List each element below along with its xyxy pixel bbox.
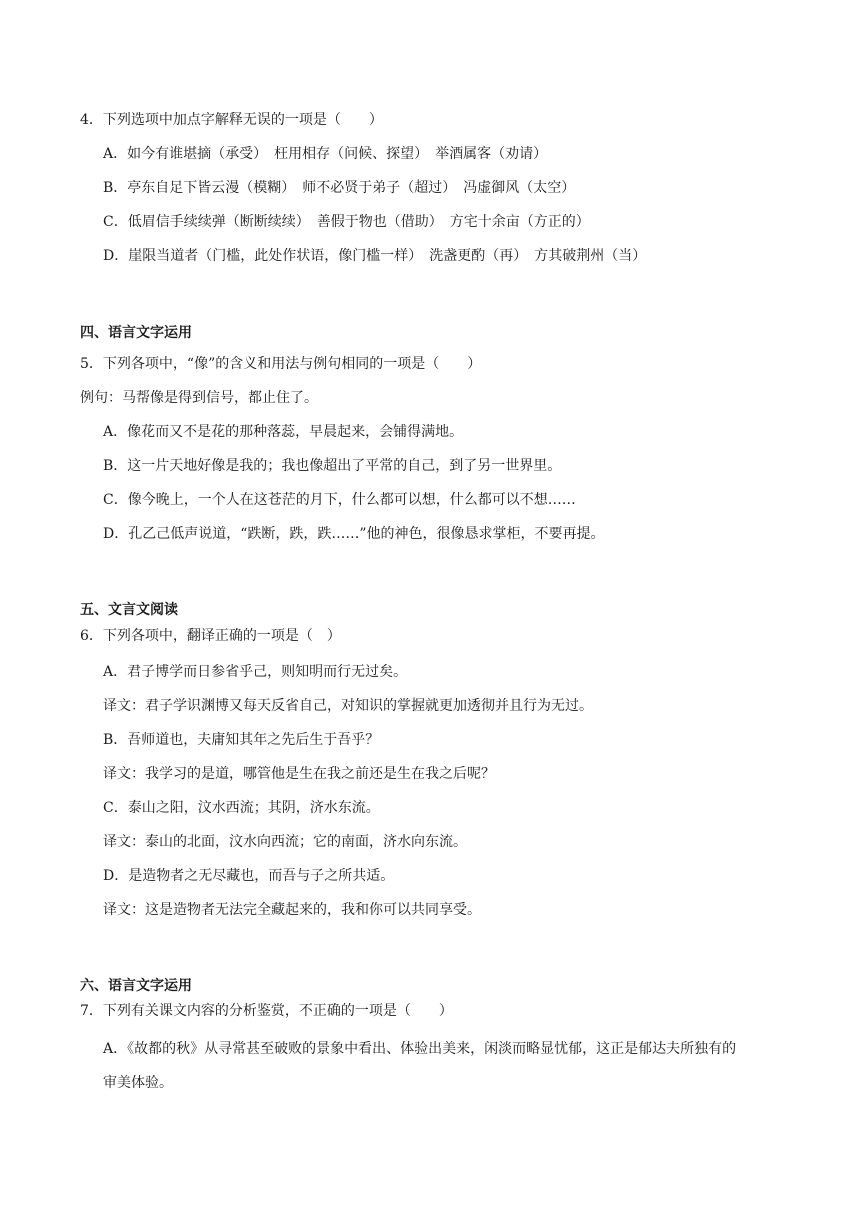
question-7-option-a-line-2: 审美体验。 (103, 1075, 173, 1091)
question-5-option-a: A．像花而又不是花的那种落蕊，早晨起来，会铺得满地。 (103, 424, 464, 440)
question-7-option-a-line-1: A．《故都的秋》从寻常甚至破败的景象中看出、体验出美来，闲淡而略显忧郁，这正是郁达夫所独有的 (103, 1041, 737, 1057)
question-4-stem: 4．下列选项中加点字解释无误的一项是（ ） (80, 112, 383, 128)
question-6-translation-b: 译文：我学习的是道，哪管他是生在我之前还是生在我之后呢？ (103, 766, 495, 782)
question-6-translation-c: 译文：泰山的北面，汶水向西流；它的南面，济水向东流。 (103, 834, 467, 850)
question-5-example: 例句：马帮像是得到信号，都止住了。 (80, 390, 318, 406)
question-6-option-d: D．是造物者之无尽藏也，而吾与子之所共适。 (103, 868, 395, 884)
section-5-heading: 五、文言文阅读 (80, 602, 178, 618)
question-6-translation-a: 译文：君子学识渊博又每天反省自己，对知识的掌握就更加透彻并且行为无过。 (103, 698, 593, 714)
question-6-translation-d: 译文：这是造物者无法完全藏起来的，我和你可以共同享受。 (103, 902, 481, 918)
question-5-stem: 5．下列各项中，“像”的含义和用法与例句相同的一项是（ ） (80, 356, 482, 372)
question-5-option-d: D．孔乙己低声说道，“跌断，跌，跌……”他的神色，很像恳求掌柜，不要再提。 (103, 526, 605, 542)
question-4-option-b: B．亭东自足下皆云漫（模糊） 师不必贤于弟子（超过） 冯虚御风（太空） (103, 180, 576, 196)
question-6-option-b: B．吾师道也，夫庸知其年之先后生于吾乎？ (103, 732, 380, 748)
question-5-option-c: C．像今晚上，一个人在这苍茫的月下，什么都可以想，什么都可以不想…… (103, 492, 576, 508)
section-6-heading: 六、语言文字运用 (80, 978, 192, 994)
question-4-option-d: D．崖限当道者（门槛，此处作状语，像门槛一样） 洗盏更酌（再） 方其破荆州（当） (103, 248, 647, 264)
question-6-option-c: C．泰山之阳，汶水西流；其阴，济水东流。 (103, 800, 380, 816)
question-6-option-a: A．君子博学而日参省乎己，则知明而行无过矣。 (103, 664, 408, 680)
question-4-option-c: C．低眉信手续续弹（断断续续） 善假于物也（借助） 方宅十余亩（方正的） (103, 214, 590, 230)
question-6-stem: 6．下列各项中，翻译正确的一项是（ ） (80, 628, 341, 644)
question-4-option-a: A．如今有谁堪摘（承受） 枉用相存（问候、探望） 举酒属客（劝请） (103, 146, 548, 162)
section-4-heading: 四、语言文字运用 (80, 325, 192, 341)
question-7-stem: 7．下列有关课文内容的分析鉴赏，不正确的一项是（ ） (80, 1003, 453, 1019)
question-5-option-b: B．这一片天地好像是我的；我也像超出了平常的自己，到了另一世界里。 (103, 458, 562, 474)
